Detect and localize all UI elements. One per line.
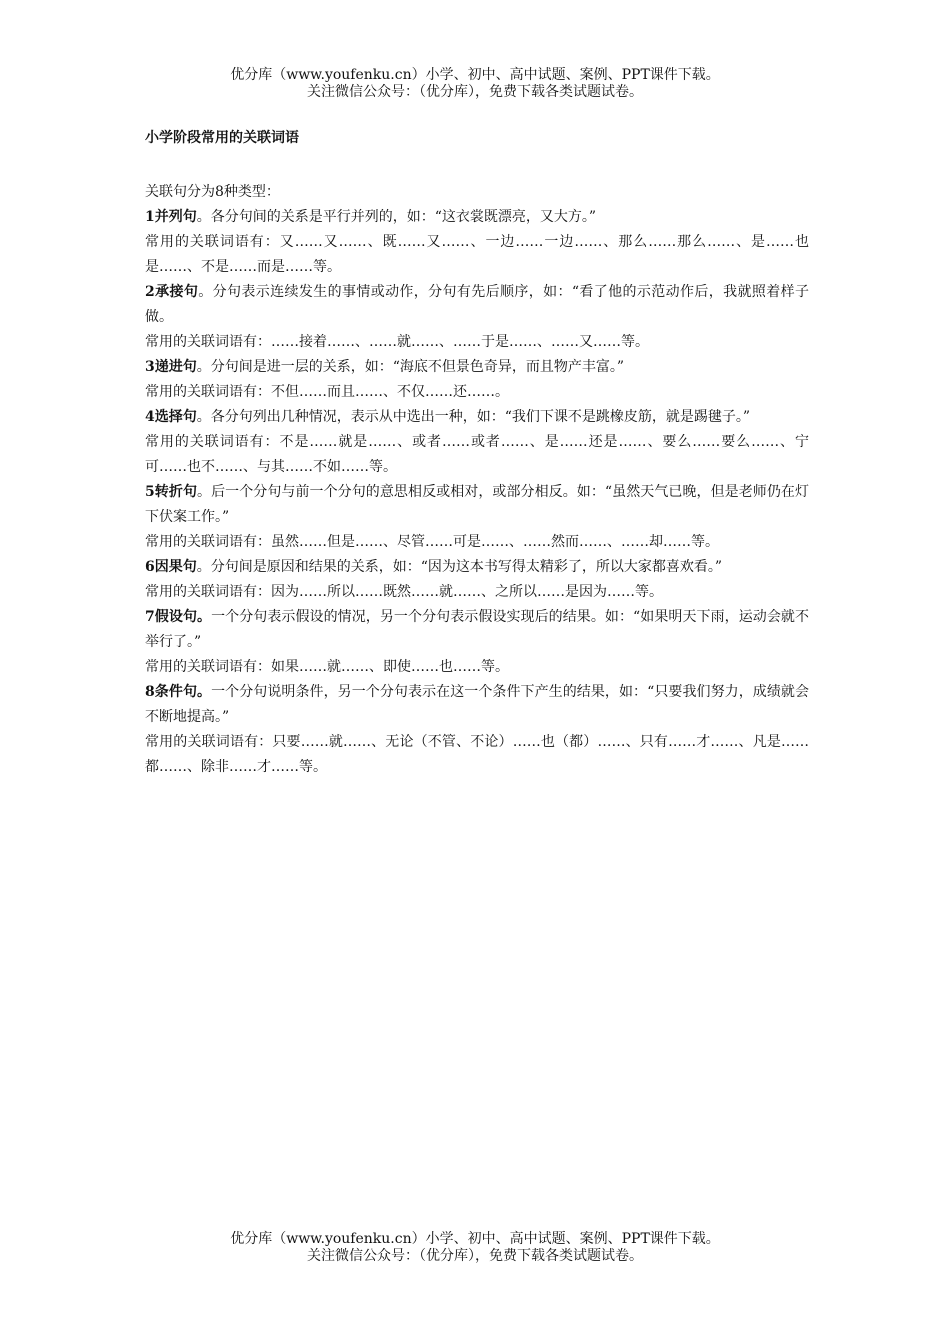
- document-title: 小学阶段常用的关联词语: [145, 130, 299, 146]
- section-6-desc: [145, 555, 809, 580]
- section-6-words: 常用的关联词语有：因为……所以……既然……就……、之所以……是因为……等。: [145, 584, 663, 600]
- section-5-desc: [145, 480, 809, 530]
- section-4-desc: [145, 405, 809, 430]
- section-5-label: 5转折句: [145, 484, 198, 500]
- section-1-desc: [145, 205, 809, 230]
- section-7-label: 7假设句。: [145, 609, 212, 625]
- document-body: [145, 128, 809, 780]
- header-line-2: 关注微信公众号：（优分库），免费下载各类试题试卷。: [307, 84, 643, 100]
- section-5-words: 常用的关联词语有：虽然……但是……、尽管……可是……、……然而……、……却……等。: [145, 534, 719, 550]
- intro-text: 关联句分为8种类型：: [145, 184, 280, 200]
- section-2-label: 2承接句: [145, 284, 199, 300]
- section-8-text: 一个分句说明条件，另一个分句表示在这一个条件下产生的结果，如：“只要我们努力，成绩就会不断地提高。”: [145, 684, 809, 725]
- section-1-words: 常用的关联词语有：又……又……、既……又……、一边……一边……、那么……那么……、是……也是……、不是……而是……等。: [145, 234, 809, 275]
- section-8-words: 常用的关联词语有：只要……就……、无论（不管、不论）……也（都）……、只有……才……、凡是……都……、除非……才……等。: [145, 734, 809, 775]
- section-3-desc: [145, 355, 809, 380]
- footer-line-2: 关注微信公众号：（优分库），免费下载各类试题试卷。: [307, 1248, 643, 1264]
- page-footer: [0, 1231, 950, 1265]
- section-3-label: 3递进句: [145, 359, 197, 375]
- section-1-label: 1并列句: [145, 209, 197, 225]
- section-1-text: 。各分句间的关系是平行并列的，如：“这衣裳既漂亮，又大方。”: [196, 209, 597, 225]
- section-7-text: 一个分句表示假设的情况，另一个分句表示假设实现后的结果。如：“如果明天下雨，运动会就不举行了。”: [145, 609, 809, 650]
- section-3-text: 。分句间是进一层的关系，如：“海底不但景色奇异，而且物产丰富。”: [196, 359, 625, 375]
- page-header: [0, 67, 950, 101]
- section-6-text: 。分句间是原因和结果的关系，如：“因为这本书写得太精彩了，所以大家都喜欢看。”: [196, 559, 723, 575]
- section-4-text: 。各分句列出几种情况，表示从中选出一种，如：“我们下课不是跳橡皮筋，就是踢毽子。”: [196, 409, 751, 425]
- section-4-words: 常用的关联词语有：不是……就是……、或者……或者……、是……还是……、要么……要么……、宁可……也不……、与其……不如……等。: [145, 434, 809, 475]
- section-2-text: 。分句表示连续发生的事情或动作，分句有先后顺序，如：“看了他的示范动作后，我就照着样子做。: [145, 284, 809, 325]
- section-3-words: 常用的关联词语有：不但……而且……、不仅……还……。: [145, 384, 509, 400]
- section-8-label: 8条件句。: [145, 684, 212, 700]
- section-8-desc: [145, 680, 809, 730]
- section-5-text: 。后一个分句与前一个分句的意思相反或相对，或部分相反。如：“虽然天气已晚，但是老师仍在灯下伏案工作。”: [145, 484, 810, 525]
- section-7-desc: [145, 605, 809, 655]
- section-2-desc: [145, 280, 809, 330]
- section-2-words: 常用的关联词语有：……接着……、……就……、……于是……、……又……等。: [145, 334, 649, 350]
- footer-line-1: 优分库（www.youfenku.cn）小学、初中、高中试题、案例、PPT课件下载。: [230, 1231, 720, 1247]
- section-4-label: 4选择句: [145, 409, 197, 425]
- section-7-words: 常用的关联词语有：如果……就……、即使……也……等。: [145, 659, 509, 675]
- header-line-1: 优分库（www.youfenku.cn）小学、初中、高中试题、案例、PPT课件下载。: [230, 67, 720, 83]
- section-6-label: 6因果句: [145, 559, 197, 575]
